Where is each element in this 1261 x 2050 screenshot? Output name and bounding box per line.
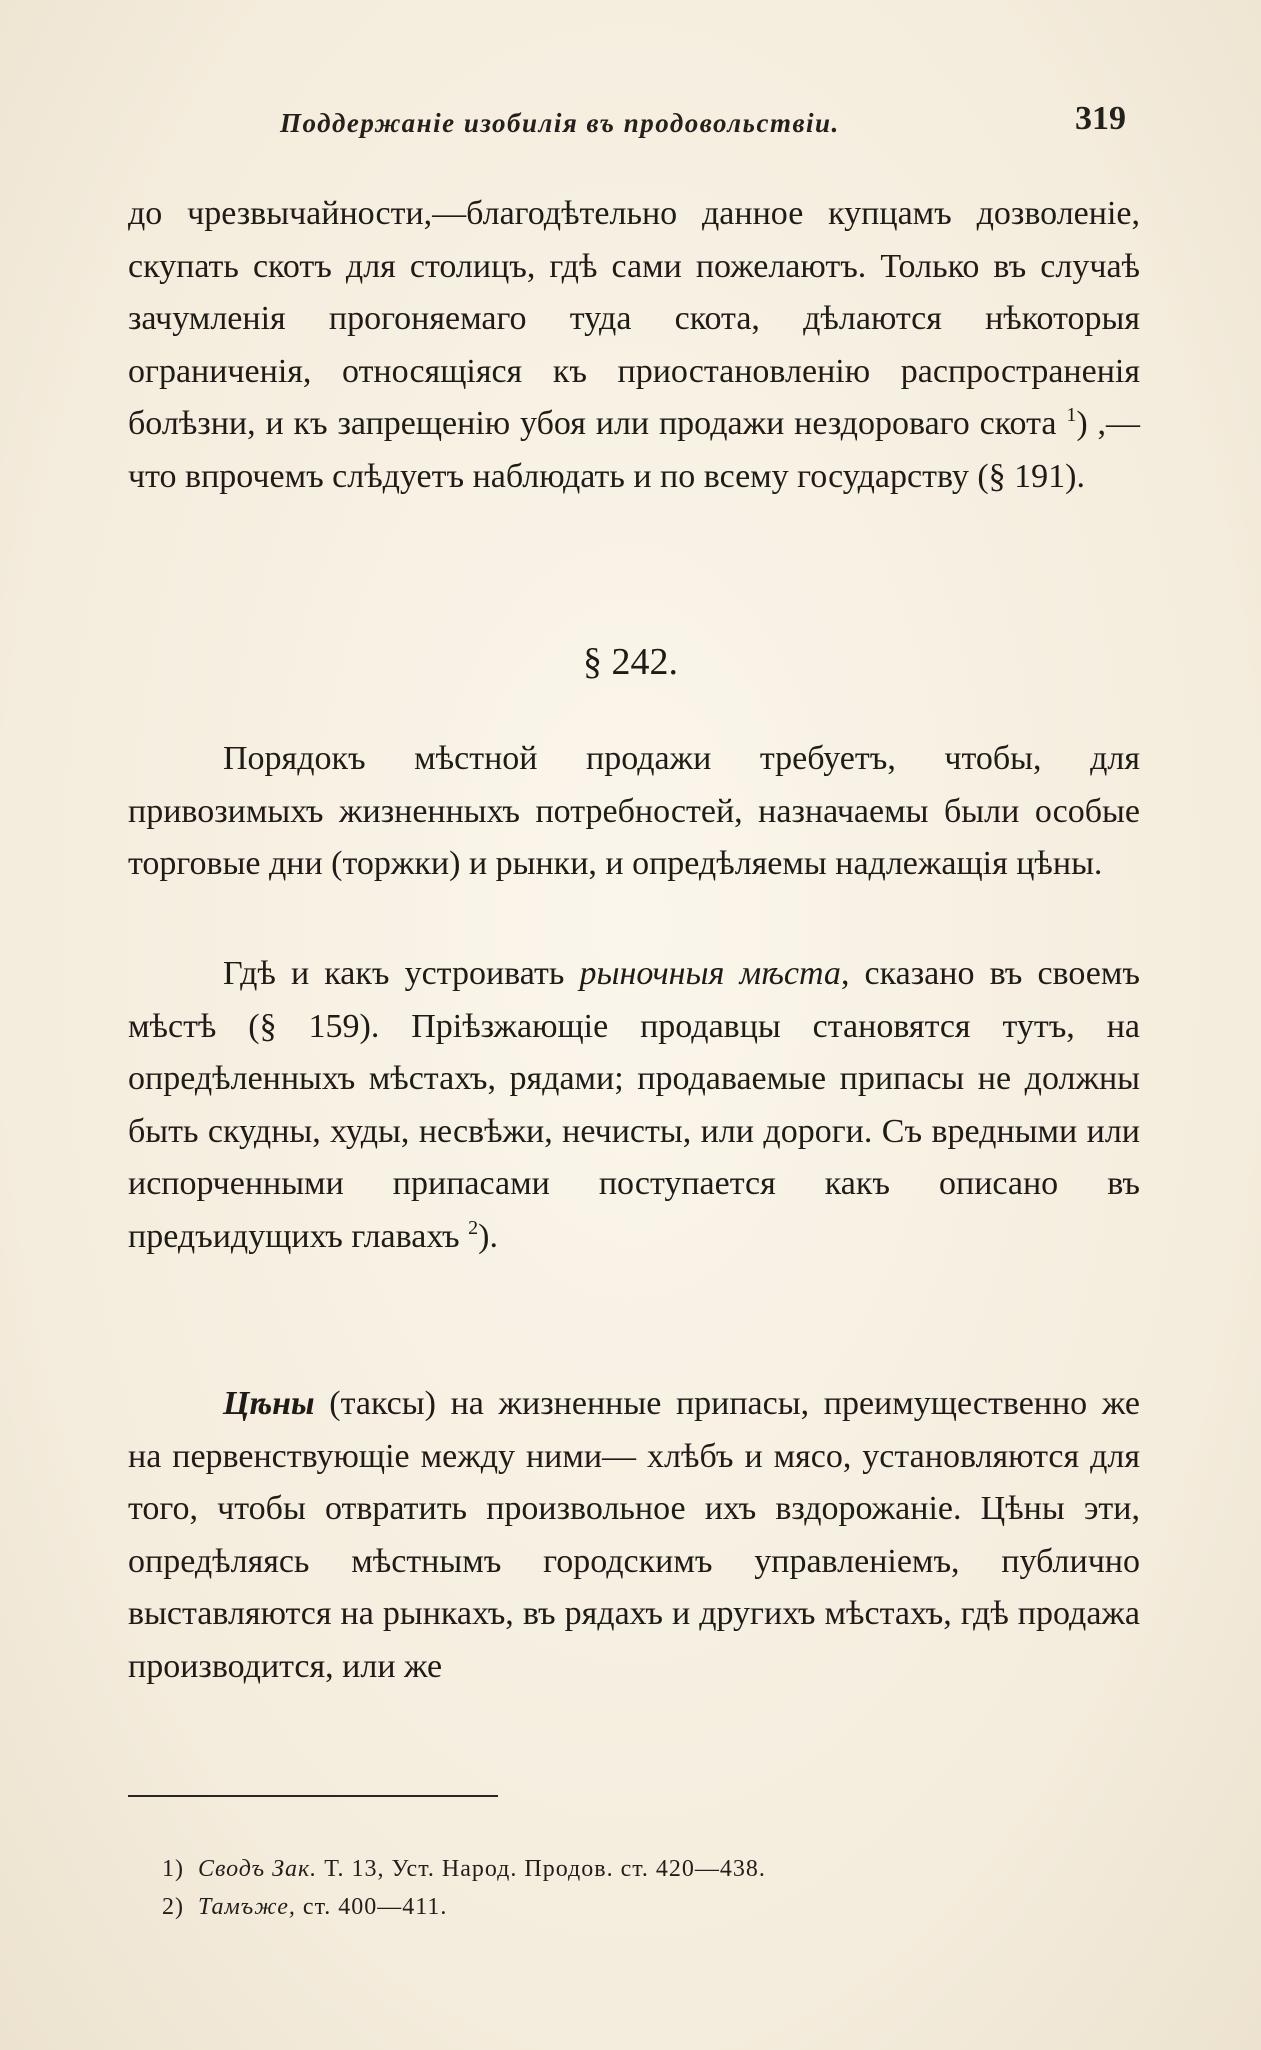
page-number: 319 bbox=[1075, 100, 1126, 137]
footnote-reference: 1 bbox=[1066, 404, 1077, 426]
paragraph-text: Гдѣ и какъ устроивать bbox=[223, 955, 580, 992]
footnote-number: 1) bbox=[162, 1856, 184, 1882]
footnote-source: Тамъже, bbox=[198, 1894, 296, 1920]
footnote bbox=[162, 1850, 766, 1888]
paragraph bbox=[128, 948, 1140, 1263]
footnote-reference: 2 bbox=[468, 1216, 479, 1239]
emphasized-term: Цѣны bbox=[223, 1385, 315, 1422]
footnotes bbox=[162, 1850, 766, 1926]
footnote-source: Сводъ Зак. bbox=[198, 1856, 318, 1882]
footnote-text: Т. 13, Уст. Народ. Продов. ст. 420—438. bbox=[317, 1856, 766, 1882]
paragraph-text: ) ,— что впрочемъ слѣдуетъ наблюдать и по всему государству (§ 191). bbox=[128, 405, 1141, 495]
section-heading: § 242. bbox=[583, 641, 678, 683]
paragraph-continuation bbox=[128, 188, 1140, 503]
emphasized-term: рыночныя мѣста bbox=[579, 955, 841, 992]
running-head: Поддержаніе изобилія въ продовольствіи. bbox=[280, 108, 840, 138]
footnote-text: ст. 400—411. bbox=[295, 1894, 448, 1920]
footnote-number: 2) bbox=[162, 1894, 184, 1920]
paragraph-text: , сказано въ своемъ мѣстѣ (§ 159). Пріѣзжающіе продавцы становятся тутъ, на опредѣленныхъ мѣстахъ, рядами; продаваемые припасы не должны быть скудны, худы, несвѣжи, нечисты, или дороги. Съ вредными или испорченными припасами поступается какъ описано въ предъидущихъ главахъ bbox=[128, 955, 1140, 1255]
footnote-divider bbox=[128, 1795, 498, 1797]
paragraph-text: Порядокъ мѣстной продажи требуетъ, чтобы, для привозимыхъ жизненныхъ потребностей, назначаемы были особые торговые дни (торжки) и рынки, и опредѣляемы надлежащія цѣны. bbox=[128, 740, 1140, 882]
paragraph bbox=[128, 733, 1140, 891]
paragraph-text: ). bbox=[478, 1217, 498, 1255]
paragraph-text: до чрезвычайности,—благодѣтельно данное купцамъ дозволеніе, скупать скотъ для столицъ, гдѣ сами пожелаютъ. Только въ случаѣ зачумленія прогоняемаго туда скота, дѣлаются нѣкоторыя ограниченія, относящіяся къ приостановленію распространенія болѣзни, и къ запрещенію убоя или продажи нездороваго скота bbox=[128, 195, 1140, 442]
footnote bbox=[162, 1888, 766, 1926]
paragraph-text: (таксы) на жизненные припасы, преимущественно же на первенствующіе между ними— хлѣбъ и мясо, установляются для того, чтобы отвратить произвольное ихъ вздорожаніе. Цѣны эти, опредѣляясь мѣстнымъ городскимъ управленіемъ, публично выставляются на рынкахъ, въ рядахъ и другихъ мѣстахъ, гдѣ продажа производится, или же bbox=[128, 1385, 1140, 1685]
paragraph bbox=[128, 1378, 1140, 1693]
